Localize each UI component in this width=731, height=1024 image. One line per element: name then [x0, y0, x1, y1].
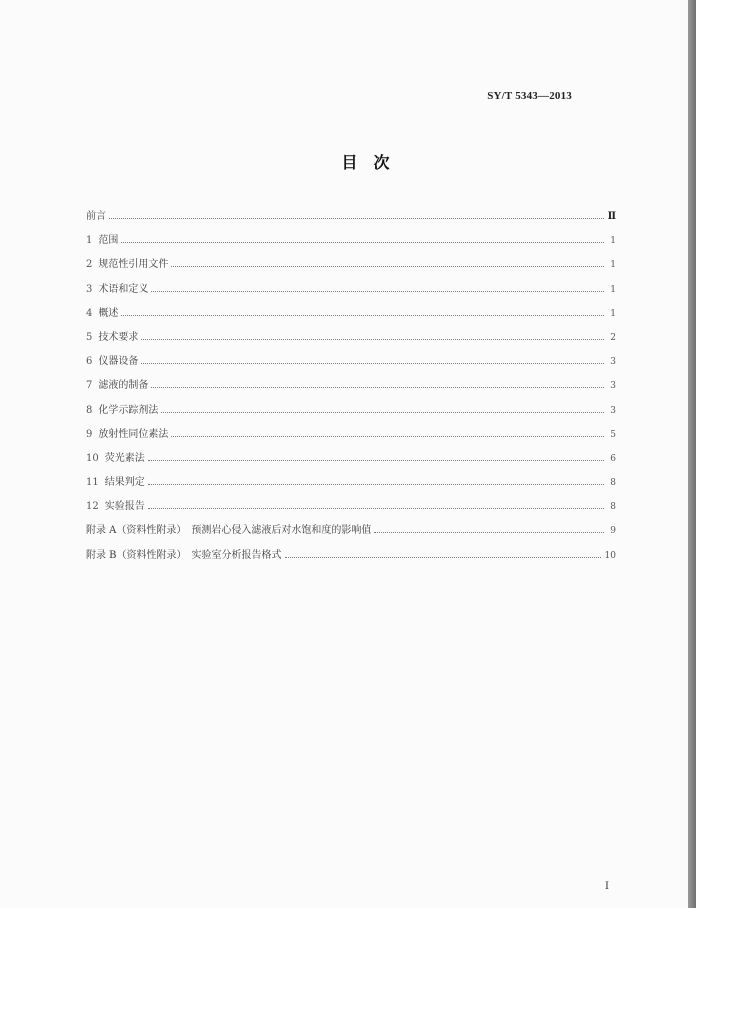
toc-entry-appendix-b[interactable]	[86, 546, 616, 570]
toc-entry-9[interactable]	[86, 425, 616, 449]
page-number: I	[605, 881, 609, 892]
toc-entry-label: 滤液的制备	[98, 380, 149, 392]
toc-entry-label: 实验报告	[104, 501, 145, 513]
toc-entry-11[interactable]	[86, 473, 616, 497]
toc-entry-page: 3	[610, 381, 616, 392]
toc-entry-page: 5	[610, 429, 616, 440]
dot-leader	[141, 363, 604, 364]
toc-entry-page: 3	[610, 405, 616, 416]
dot-leader	[141, 339, 604, 340]
toc-entry-label: 化学示踪剂法	[98, 404, 159, 416]
dot-leader	[148, 484, 604, 485]
toc-entry-page: 1	[610, 308, 616, 319]
dot-leader	[148, 508, 604, 509]
toc-entry-appendix-a[interactable]	[86, 521, 616, 545]
dot-leader	[151, 291, 604, 292]
toc-entry-10[interactable]	[86, 449, 616, 473]
dot-leader	[148, 460, 604, 461]
toc-entry-page: 10	[604, 550, 616, 561]
toc-entry-page: 3	[610, 357, 616, 368]
toc-entry-label: 技术要求	[98, 331, 139, 343]
toc-title: 目 次	[341, 153, 390, 172]
toc-entry-label: 前言	[86, 211, 106, 222]
toc-entry-number: 4	[86, 307, 93, 319]
toc-entry-number: 2	[86, 259, 93, 271]
toc-entry-label: 范围	[98, 235, 119, 247]
dot-leader	[374, 532, 604, 533]
toc-entry-number: 8	[86, 404, 93, 416]
toc-entry-page: 6	[610, 453, 616, 464]
dot-leader	[285, 557, 601, 558]
toc-entry-page: 1	[610, 284, 616, 295]
toc-entry-5[interactable]	[86, 328, 616, 352]
toc-entry-label: 规范性引用文件	[98, 259, 169, 271]
toc-entry-number: 5	[86, 331, 93, 343]
toc-entry-label: 附录 B（资料性附录） 实验室分析报告格式	[86, 549, 282, 561]
toc-entry-page: Ⅱ	[607, 211, 616, 222]
toc-entry-page: 8	[610, 478, 616, 489]
toc-entry-page: 1	[610, 236, 616, 247]
toc-entry-number: 3	[86, 283, 93, 295]
toc-entry-label: 概述	[98, 307, 119, 319]
toc-entry-foreword[interactable]	[86, 207, 616, 231]
toc-entry-number: 10	[86, 452, 99, 464]
toc-entry-page: 8	[610, 502, 616, 513]
dot-leader	[171, 436, 604, 437]
dot-leader	[161, 412, 604, 413]
toc-entry-number: 9	[86, 428, 93, 440]
toc-entry-number: 6	[86, 356, 93, 368]
dot-leader	[151, 387, 604, 388]
table-of-contents	[86, 207, 616, 570]
toc-entry-page: 2	[610, 332, 616, 343]
dot-leader	[109, 218, 604, 219]
toc-entry-number: 1	[86, 235, 93, 247]
toc-entry-label: 放射性同位素法	[98, 428, 169, 440]
toc-entry-8[interactable]	[86, 401, 616, 425]
dot-leader	[121, 315, 604, 316]
toc-entry-page: 1	[610, 260, 616, 271]
toc-entry-3[interactable]	[86, 280, 616, 304]
toc-entry-page: 9	[610, 526, 616, 537]
toc-entry-2[interactable]	[86, 255, 616, 279]
toc-entry-number: 12	[86, 501, 99, 513]
toc-entry-number: 7	[86, 380, 93, 392]
toc-entry-6[interactable]	[86, 352, 616, 376]
toc-entry-7[interactable]	[86, 376, 616, 400]
toc-entry-number: 11	[86, 477, 99, 489]
dot-leader	[121, 242, 604, 243]
toc-entry-label: 仪器设备	[98, 356, 139, 368]
toc-entry-label: 结果判定	[104, 477, 145, 489]
toc-entry-12[interactable]	[86, 497, 616, 521]
standard-code: SY/T 5343—2013	[487, 90, 572, 102]
dot-leader	[171, 266, 604, 267]
toc-entry-4[interactable]	[86, 304, 616, 328]
toc-entry-label: 术语和定义	[98, 283, 149, 295]
page-edge-shadow	[688, 0, 696, 908]
toc-entry-1[interactable]	[86, 231, 616, 255]
toc-entry-label: 荧光素法	[104, 452, 145, 464]
toc-entry-label: 附录 A（资料性附录） 预测岩心侵入滤液后对水饱和度的影响值	[86, 525, 372, 537]
